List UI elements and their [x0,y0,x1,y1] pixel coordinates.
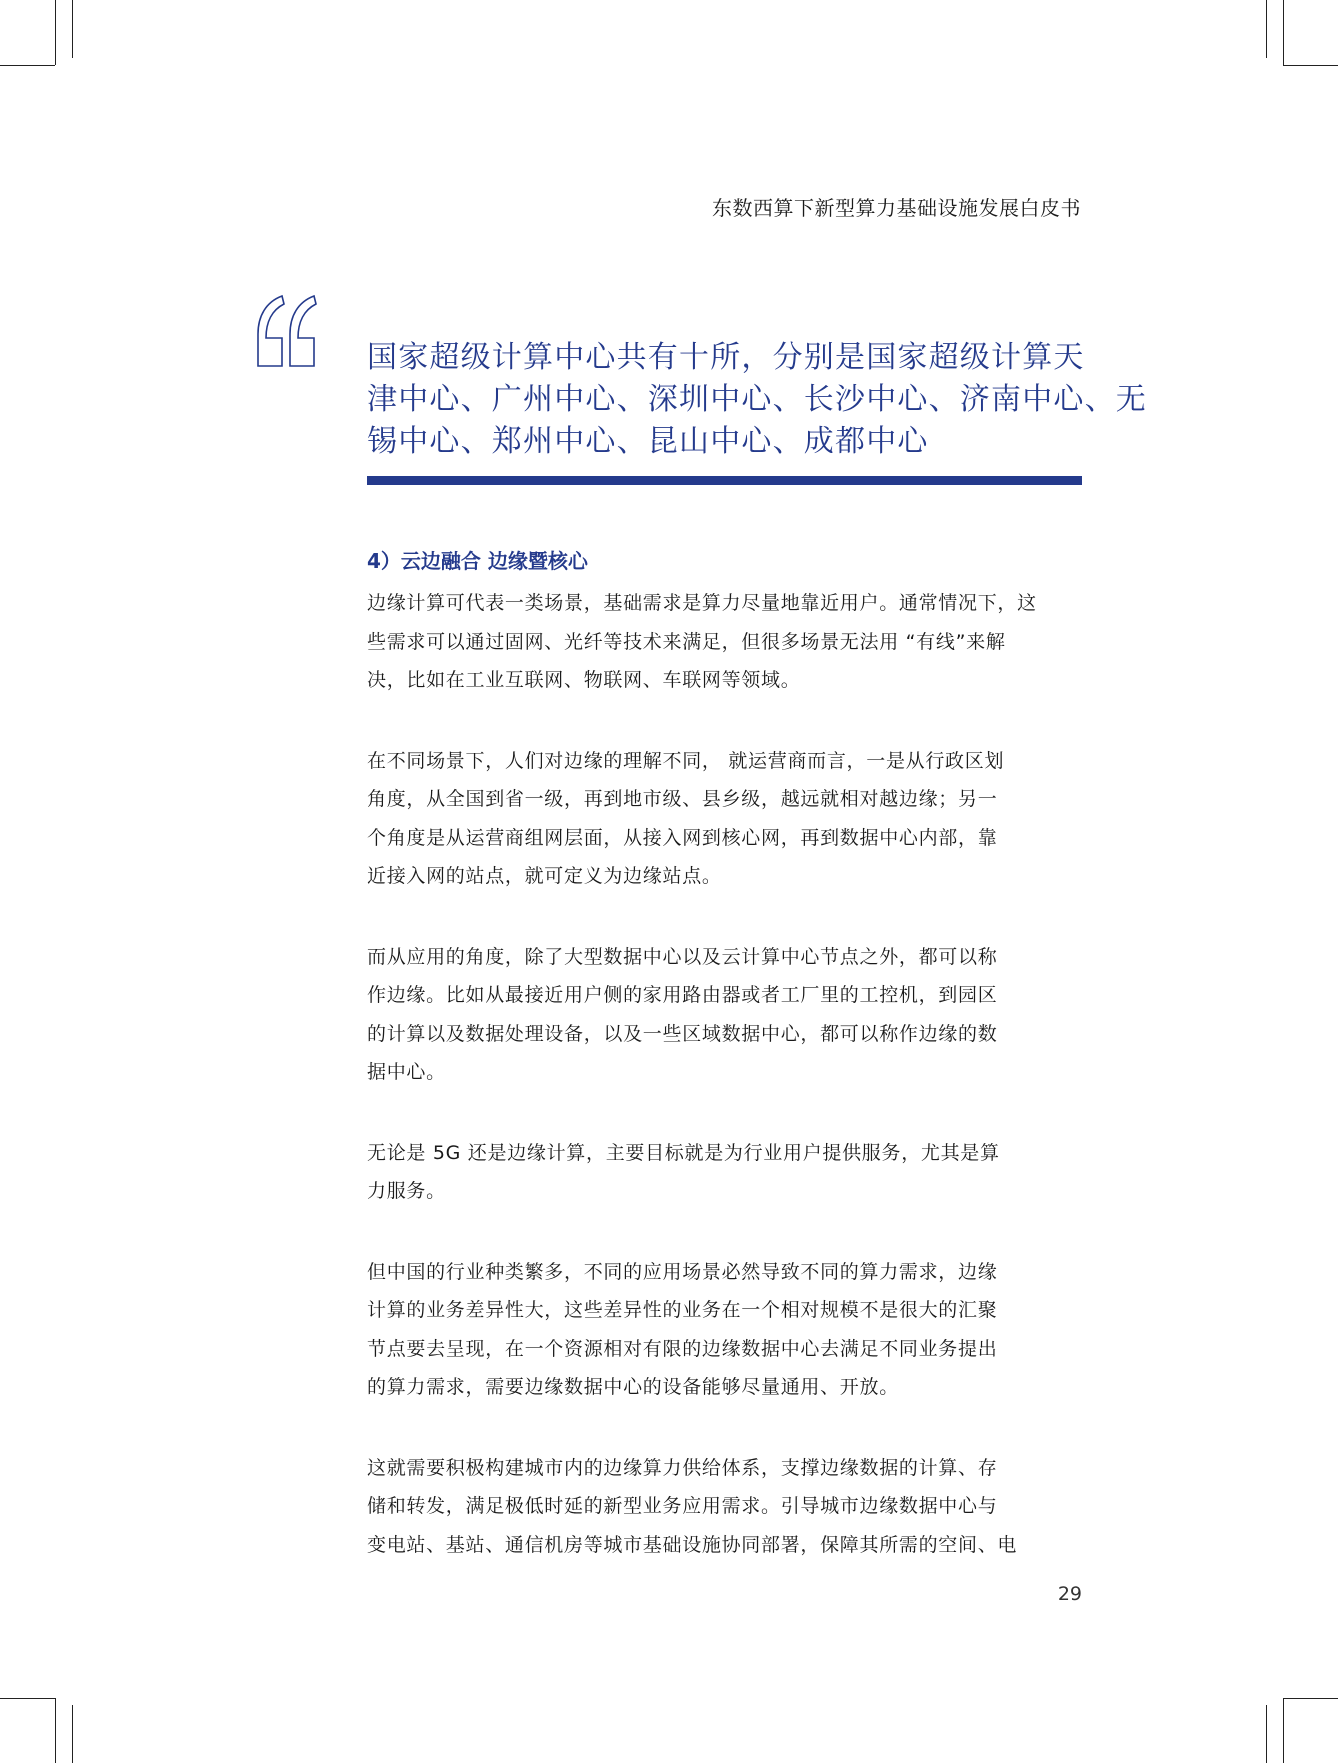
text-line: 但中国的行业种类繁多，不同的应用场景必然导致不同的算力需求，边缘 [367,1260,998,1283]
text-line: 节点要去呈现，在一个资源相对有限的边缘数据中心去满足不同业务提出 [367,1337,998,1360]
text-line: 边缘计算可代表一类场景，基础需求是算力尽量地靠近用户。通常情况下，这 [367,592,1037,614]
page-number: 29 [1057,1583,1082,1605]
text-line: 的算力需求，需要边缘数据中心的设备能够尽量通用、开放。 [367,1376,899,1398]
crop-mark-bottom-left-v2 [72,1705,73,1763]
crop-mark-top-left-v [55,0,56,65]
crop-mark-bottom-right-v2 [1266,1705,1267,1763]
crop-mark-bottom-left-h [0,1698,55,1699]
crop-mark-top-right-h [1283,65,1338,66]
text-line: 而从应用的角度，除了大型数据中心以及云计算中心节点之外，都可以称 [367,945,998,968]
text-line: 在不同场景下，人们对边缘的理解不同， 就运营商而言，一是从行政区划 [367,749,1005,772]
crop-mark-bottom-right-v [1283,1698,1284,1763]
text-line: 作边缘。比如从最接近用户侧的家用路由器或者工厂里的工控机，到园区 [367,984,998,1006]
paragraph [367,938,1082,1092]
text-line: 角度，从全国到省一级，再到地市级、县乡级，越远就相对越边缘；另一 [367,788,998,810]
crop-mark-bottom-right-h [1283,1698,1338,1699]
crop-mark-top-right-v2 [1266,0,1267,58]
body-text [367,584,1082,1606]
text-line: 决，比如在工业互联网、物联网、车联网等领域。 [367,669,801,691]
paragraph [367,1253,1082,1407]
pull-quote-rule [367,476,1082,485]
paragraph [367,1449,1082,1565]
text-line: 据中心。 [367,1061,446,1083]
text-line: 些需求可以通过固网、光纤等技术来满足，但很多场景无法用 “有线”来解 [367,630,1006,653]
text-line: 的计算以及数据处理设备，以及一些区域数据中心，都可以称作边缘的数 [367,1022,998,1045]
crop-mark-top-left-h [0,65,55,66]
quote-mark-icon [252,292,322,372]
crop-mark-top-right-v [1283,0,1284,65]
running-header: 东数西算下新型算力基础设施发展白皮书 [712,196,1081,220]
text-line: 无论是 5G 还是边缘计算，主要目标就是为行业用户提供服务，尤其是算 [367,1141,1000,1164]
text-line: 储和转发，满足极低时延的新型业务应用需求。引导城市边缘数据中心与 [367,1495,998,1517]
crop-mark-bottom-left-v [55,1698,56,1763]
text-line: 变电站、基站、通信机房等城市基础设施协同部署，保障其所需的空间、电 [367,1533,1018,1556]
text-line: 个角度是从运营商组网层面，从接入网到核心网，再到数据中心内部，靠 [367,826,998,849]
text-line: 近接入网的站点，就可定义为边缘站点。 [367,865,722,887]
paragraph [367,584,1082,700]
crop-mark-top-left-v2 [72,0,73,58]
pull-quote-line: 国家超级计算中心共有十所，分别是国家超级计算天 [367,340,1085,375]
pull-quote-line: 锡中心、郑州中心、昆山中心、成都中心 [367,424,929,459]
pull-quote-line: 津中心、广州中心、深圳中心、长沙中心、济南中心、无 [367,382,1147,417]
text-line: 这就需要积极构建城市内的边缘算力供给体系，支撑边缘数据的计算、存 [367,1456,998,1479]
paragraph [367,1134,1082,1211]
text-line: 计算的业务差异性大，这些差异性的业务在一个相对规模不是很大的汇聚 [367,1299,998,1321]
text-line: 力服务。 [367,1180,446,1202]
section-heading: 4）云边融合 边缘暨核心 [367,549,588,573]
pull-quote [367,337,1147,463]
paragraph [367,742,1082,896]
